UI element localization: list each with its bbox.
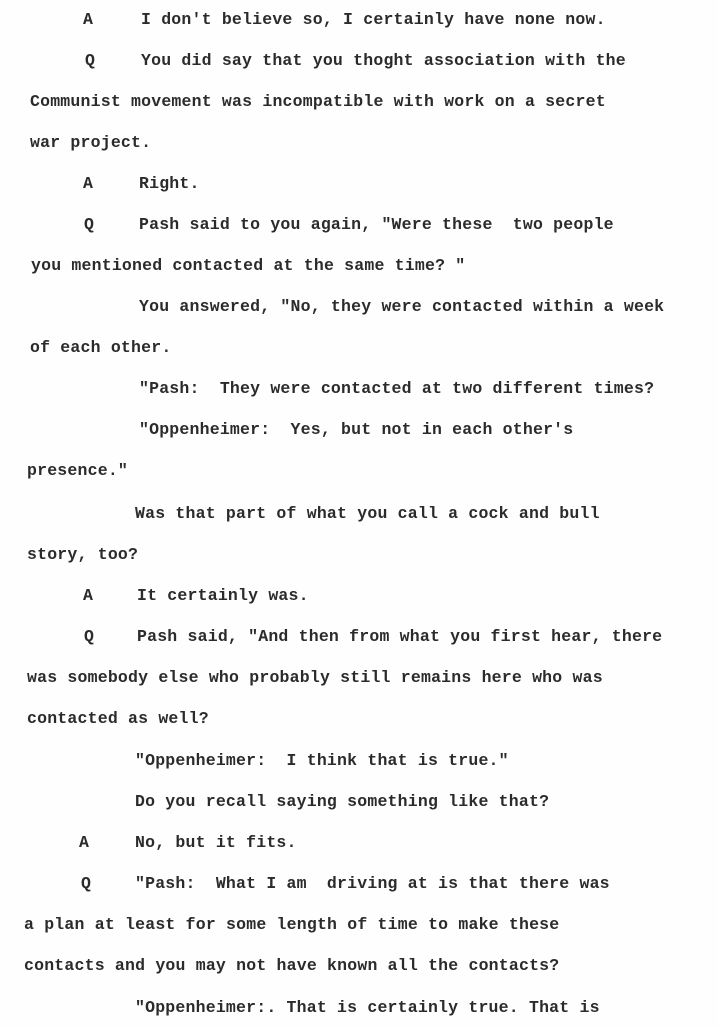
transcript-line: Pash said to you again, "Were these two people	[139, 215, 614, 234]
transcript-line: Was that part of what you call a cock and bull	[135, 504, 600, 523]
transcript-line: You answered, "No, they were contacted within a week	[139, 297, 665, 316]
transcript-line: "Oppenheimer: I think that is true."	[135, 751, 509, 770]
transcript-line: It certainly was.	[137, 586, 309, 605]
transcript-line: I don't believe so, I certainly have none now.	[141, 10, 606, 29]
transcript-line: of each other.	[30, 338, 172, 357]
transcript-line: contacted as well?	[27, 709, 209, 728]
transcript-line: you mentioned contacted at the same time? "	[31, 256, 466, 275]
transcript-line: story, too?	[27, 545, 139, 564]
speaker-label: Q	[81, 874, 91, 893]
speaker-label: Q	[84, 627, 94, 646]
speaker-label: A	[83, 10, 93, 29]
transcript-line: "Pash: What I am driving at is that there was	[135, 874, 610, 893]
speaker-label: A	[83, 174, 93, 193]
speaker-label: Q	[84, 215, 94, 234]
transcript-line: "Oppenheimer: Yes, but not in each other's	[139, 420, 574, 439]
transcript-line: "Oppenheimer:. That is certainly true. That is	[135, 998, 600, 1017]
transcript-line: Communist movement was incompatible with work on a secret	[30, 92, 606, 111]
transcript-line: Pash said, "And then from what you first hear, there	[137, 627, 663, 646]
transcript-line: "Pash: They were contacted at two different times?	[139, 379, 655, 398]
transcript-line: was somebody else who probably still remains here who was	[27, 668, 603, 687]
transcript-line: war project.	[30, 133, 152, 152]
speaker-label: A	[83, 586, 93, 605]
transcript-line: Do you recall saying something like that?	[135, 792, 550, 811]
transcript-line: contacts and you may not have known all the contacts?	[24, 956, 560, 975]
transcript-line: Right.	[139, 174, 200, 193]
speaker-label: A	[79, 833, 89, 852]
speaker-label: Q	[85, 51, 95, 70]
transcript-line: You did say that you thoght association with the	[141, 51, 626, 70]
transcript-line: presence."	[27, 461, 129, 480]
transcript-line: No, but it fits.	[135, 833, 297, 852]
transcript-line: a plan at least for some length of time to make these	[24, 915, 560, 934]
